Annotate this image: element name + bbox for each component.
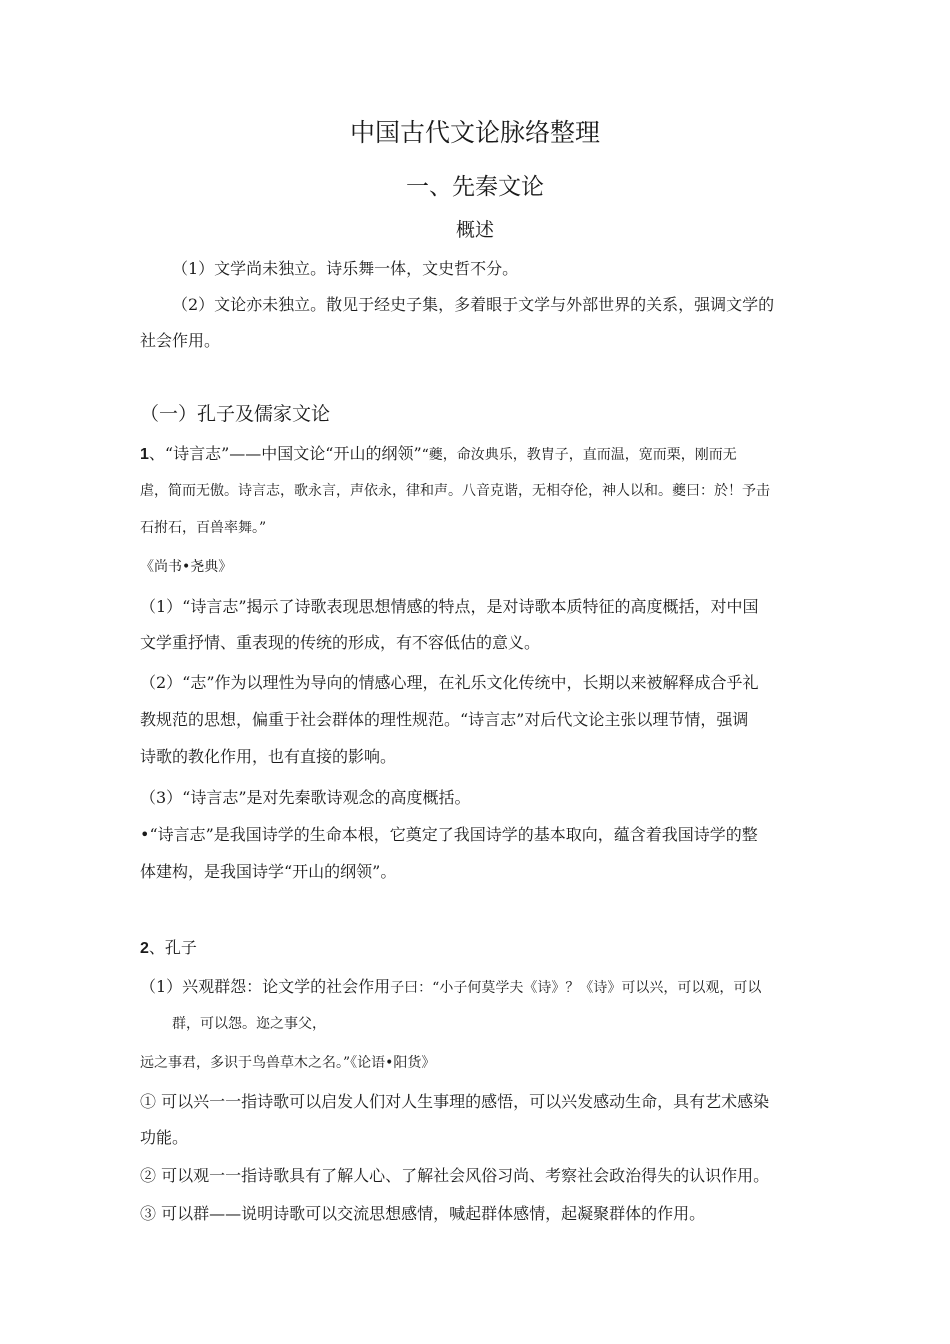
item-2-number: 2 — [140, 940, 149, 957]
document-title: 中国古代文论脉络整理 — [349, 118, 600, 147]
item-1-title: 、“诗言志”——中国文论“开山的纲领” — [148, 444, 422, 463]
item-1-quote-line-2: 虐，简而无傲。诗言志，歌永言，声依永，律和声。八音克谐，无相夺伦，神人以和。夔曰：於！予击 — [140, 483, 770, 499]
item-2-sub-quote: 子曰：“小子何莫学夫《诗》？《诗》可以兴，可以观，可以 — [390, 980, 762, 996]
overview-heading: 概述 — [455, 219, 494, 241]
point-2-line-2: 教规范的思想，偏重于社会群体的理性规范。“诗言志”对后代文论主张以理节情，强调 — [140, 710, 749, 729]
overview-paragraph-1: （1）文学尚未独立。诗乐舞一体，文史哲不分。 — [172, 259, 519, 278]
overview-paragraph-2-line-1: （2）文论亦未独立。散见于经史子集，多着眼于文学与外部世界的关系，强调文学的 — [172, 295, 775, 314]
item-1-quote-line-3: 石拊石，百兽率舞。” — [140, 520, 267, 536]
bullet-line-1: •“诗言志”是我国诗学的生命本根，它奠定了我国诗学的基本取向，蕴含着我国诗学的整 — [140, 825, 758, 844]
item-1-quote-start: “夔，命汝典乐，教胄子，直而温，宽而栗，刚而无 — [421, 447, 737, 463]
point-1-line-1: （1）“诗言志”揭示了诗歌表现思想情感的特点，是对诗歌本质特征的高度概括，对中国 — [140, 597, 759, 616]
overview-paragraph-2-line-2: 社会作用。 — [140, 331, 221, 350]
item-2-sub-prefix: （1）兴观群怨：论文学的社会作用 — [140, 977, 391, 996]
point-1-line-2: 文学重抒情、重表现的传统的形成，有不容低估的意义。 — [140, 633, 541, 652]
item-2-quote-line-3: 远之事君，多识于鸟兽草木之名。”《论语•阳货》 — [140, 1055, 436, 1071]
point-2-line-1: （2）“志”作为以理性为导向的情感心理，在礼乐文化传统中，长期以来被解释成合乎礼 — [140, 673, 759, 692]
item-1-heading — [140, 446, 737, 463]
point-2-line-3: 诗歌的教化作用，也有直接的影响。 — [140, 747, 397, 766]
item-1-source: 《尚书•尧典》 — [140, 559, 233, 575]
circle-point-2: ② 可以观一一指诗歌具有了解人心、了解社会风俗习尚、考察社会政治得失的认识作用。 — [140, 1166, 770, 1185]
item-2-quote-line-2: 群，可以怨。迩之事父， — [172, 1016, 326, 1032]
item-2-sub-heading — [140, 979, 761, 995]
circle-point-1-line-2: 功能。 — [140, 1128, 189, 1147]
circle-point-3: ③ 可以群——说明诗歌可以交流思想感情，喊起群体感情，起凝聚群体的作用。 — [140, 1204, 706, 1223]
circle-point-1-line-1: ① 可以兴一一指诗歌可以启发人们对人生事理的感悟，可以兴发感动生命，具有艺术感染 — [140, 1092, 770, 1111]
section-heading: 一、先秦文论 — [406, 174, 544, 200]
item-2-title: 、孔子 — [148, 938, 197, 957]
item-2-heading — [140, 940, 197, 957]
sub-heading: （一）孔子及儒家文论 — [140, 403, 331, 425]
item-1-number: 1 — [140, 446, 149, 463]
bullet-line-2: 体建构，是我国诗学“开山的纲领”。 — [140, 862, 397, 881]
point-3-line-1: （3）“诗言志”是对先秦歌诗观念的高度概括。 — [140, 788, 471, 807]
